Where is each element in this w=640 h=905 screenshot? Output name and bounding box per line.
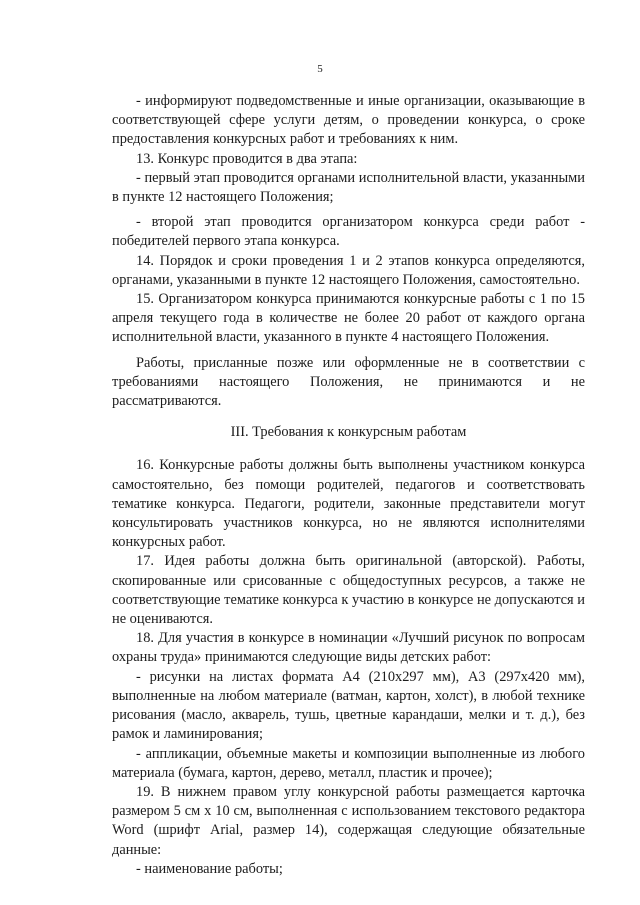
paragraph-late-works: Работы, присланные позже или оформленные не в соответствии с требованиями настоящего Положения, не принимаются и не рассматриваются. [112,354,585,410]
paragraph-14: 14. Порядок и сроки проведения 1 и 2 этапов конкурса определяются, органами, указанными в пункте 12 настоящего Положения, самостоятельно. [112,252,585,288]
paragraph-19: 19. В нижнем правом углу конкурсной работы размещается карточка размером 5 см х 10 см, выполненная с использованием текстового редактора Word (шрифт Arial, размер 14), содержащая следующие обязательные данные: [112,783,585,858]
page-number: 5 [317,63,323,75]
paragraph-second-stage: - второй этап проводится организатором конкурса среди работ - победителей первого этапа конкурса. [112,214,585,250]
paragraph-first-stage: - первый этап проводится органами исполнительной власти, указанными в пункте 12 настоящего Положения; [112,169,585,206]
paragraph-work-name: - наименование работы; [136,860,283,877]
paragraph-16: 16. Конкурсные работы должны быть выполнены участником конкурса самостоятельно, без помощи родителей, педагогов и соответствовать тематике конкурса. Педагоги, родители, законные представители могут консультировать участников конкурса, но не являются исполнителями конкурсных работ. [112,457,585,551]
paragraph-applications: - аппликации, объемные макеты и композиции выполненные из любого материала (бумага, картон, дерево, металл, пластик и прочее); [112,745,585,781]
document-body [112,92,585,879]
paragraph-15: 15. Организатором конкурса принимаются конкурсные работы с 1 по 15 апреля текущего года в количестве не более 20 работ от каждого органа исполнительной власти, указанного в пункте 4 настоящего Положения. [112,291,585,346]
paragraph-drawings: - рисунки на листах формата А4 (210х297 мм), А3 (297х420 мм), выполненные на любом материале (ватман, картон, холст), в любой технике рисования (масло, акварель, тушь, цветные карандаши, мелки и т. д.), без рамок и ламинирования; [112,668,585,743]
paragraph-13: 13. Конкурс проводится в два этапа: [136,150,358,167]
section-heading-3: III. Требования к конкурсным работам [230,424,467,441]
paragraph-17: 17. Идея работы должна быть оригинальной (авторской). Работы, скопированные или срисованные с общедоступных ресурсов, а также не соответствующие тематике конкурса к участию в конкурсе не допускаются и не оцениваются. [112,553,585,628]
paragraph-inform-organizations: - информируют подведомственные и иные организации, оказывающие в соответствующей сфере услуги детям, о проведении конкурса, о сроке предоставления конкурсных работ и требованиях к ним. [112,93,585,148]
paragraph-18: 18. Для участия в конкурсе в номинации «Лучший рисунок по вопросам охраны труда» принимаются следующие виды детских работ: [112,630,585,666]
